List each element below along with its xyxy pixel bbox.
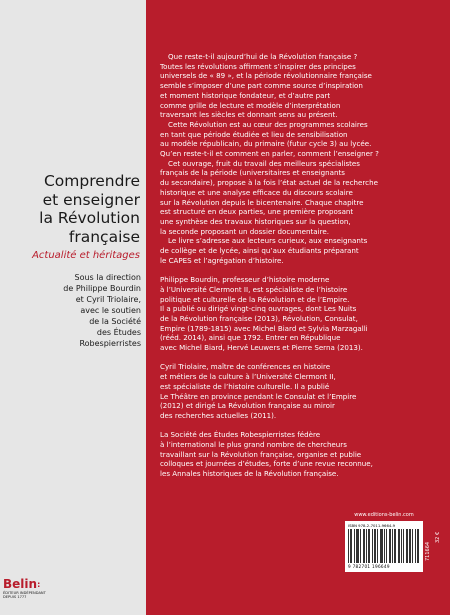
- text-line: et moment historique fondateur, et d’autre part: [160, 90, 331, 100]
- text-line: sur la Révolution depuis le bicentenaire. Chaque chapitre: [160, 197, 364, 207]
- barcode-bar: [350, 529, 351, 563]
- title-line: française: [68, 227, 140, 246]
- text-line: les Annales historiques de la Révolution française.: [160, 469, 339, 479]
- book-title: [4, 172, 140, 246]
- barcode-bar: [395, 529, 396, 563]
- text-line: au modèle républicain, du primaire (futur cycle 3) au lycée.: [160, 139, 372, 149]
- text-line: Il a publié ou dirigé vingt-cinq ouvrages, dont Les Nuits: [160, 304, 357, 314]
- text-line: Cette Révolution est au cœur des programmes scolaires: [168, 119, 368, 129]
- text-line: Cyril Triolaire, maître de conférences en histoire: [160, 362, 331, 372]
- text-line: est structuré en deux parties, une première proposant: [160, 207, 354, 217]
- barcode-bar: [394, 529, 395, 563]
- text-line: est spécialiste de l’histoire culturelle. Il a publié: [160, 381, 330, 391]
- text-line: Toutes les révolutions affirment s’inspirer des principes: [160, 61, 356, 71]
- barcode-bar: [348, 529, 349, 563]
- text-line: politique et culturelle de la Révolution et de l’Empire.: [160, 294, 350, 304]
- text-line: à l’Université Clermont II, est spécialiste de l’histoire: [160, 284, 348, 294]
- barcode-number: 9 782701 196649: [348, 564, 390, 569]
- text-line: historique et une analyse efficace du discours scolaire: [160, 187, 353, 197]
- barcode-bar: [372, 529, 373, 563]
- text-line: Le Théâtre en province pendant le Consulat et l’Empire: [160, 391, 357, 401]
- product-code-text: 711664: [425, 541, 431, 561]
- barcode-bar: [381, 529, 382, 563]
- text-line: (rééd. 2014), ainsi que 1792. Entrer en République: [160, 333, 341, 343]
- price: [435, 521, 445, 572]
- text-line: français de la période (universitaires et enseignants: [160, 168, 345, 178]
- barcode-bar: [351, 529, 352, 563]
- barcode-bar: [407, 529, 408, 563]
- price-text: 32 €: [435, 531, 441, 543]
- credit-line: de Philippe Bourdin: [63, 284, 141, 293]
- credit-line: Sous la direction: [74, 273, 141, 282]
- barcode-bar: [366, 529, 367, 563]
- text-line: avec Michel Biard, Hervé Leuwers et Pierre Serna (2013).: [160, 343, 363, 353]
- publisher-tagline: DEPUIS 1777: [3, 595, 27, 600]
- publisher-logo: [3, 577, 46, 600]
- text-line: comme grille de lecture et modèle d’interprétation: [160, 100, 341, 110]
- barcode-bar: [360, 529, 361, 563]
- publisher-mark: :: [37, 580, 41, 589]
- barcode-bar: [363, 529, 364, 563]
- title-line: Comprendre: [43, 172, 140, 190]
- barcode-bar: [389, 529, 390, 563]
- paragraph-gap: [160, 421, 400, 431]
- text-line: Philippe Bourdin, professeur d’histoire moderne: [160, 275, 330, 285]
- barcode-bar: [418, 529, 419, 563]
- text-line: en tant que période étudiée et lieu de sensibilisation: [160, 129, 348, 139]
- credit-line: Robespierristes: [79, 339, 141, 348]
- barcode-bar: [377, 529, 378, 563]
- barcode-bar: [380, 529, 381, 563]
- text-line: de la Révolution française (2013), Révolution, Consulat,: [160, 313, 358, 323]
- barcode-bar: [368, 529, 369, 563]
- barcode-bar: [354, 529, 355, 563]
- text-line: de collège et de lycée, ainsi qu’aux étudiants préparant: [160, 246, 359, 256]
- barcode-bar: [374, 529, 375, 563]
- text-line: Empire (1789-1815) avec Michel Biard et Sylvia Marzagalli: [160, 323, 368, 333]
- text-line: La Société des Études Robespierristes fédère: [160, 430, 321, 440]
- text-line: du secondaire), propose à la fois l’état actuel de la recherche: [160, 178, 378, 188]
- text-line: une synthèse des travaux historiques sur la question,: [160, 216, 351, 226]
- barcode-bar: [415, 529, 416, 563]
- barcode-bar: [398, 529, 399, 563]
- text-line: Cet ouvrage, fruit du travail des meilleurs spécialistes: [168, 158, 360, 168]
- text-line: colloques et journées d’études, forte d’une revue reconnue,: [160, 459, 373, 469]
- credit-line: des Études: [96, 328, 141, 337]
- publisher-website: www.editions-belin.com: [354, 512, 414, 518]
- text-line: et métiers de la culture à l’Université Clermont II,: [160, 372, 336, 382]
- barcode-bar: [375, 529, 376, 563]
- book-subtitle: Actualité et héritages: [32, 250, 140, 261]
- text-line: travaillant sur la Révolution française, organise et publie: [160, 449, 362, 459]
- barcode-bar: [412, 529, 413, 563]
- barcode-bar: [401, 529, 402, 563]
- text-line: semble s’imposer d’une part comme source d’inspiration: [160, 81, 363, 91]
- barcode-bar: [406, 529, 407, 563]
- left-panel: [0, 0, 146, 615]
- text-line: (2012) et dirigé La Révolution française au miroir: [160, 401, 335, 411]
- barcode-bar: [386, 529, 387, 563]
- barcode-bar: [382, 529, 383, 563]
- barcode-bar: [403, 529, 404, 563]
- text-line: traversant les siècles et donnant sens au présent.: [160, 110, 338, 120]
- product-code: [424, 521, 434, 572]
- paragraph-gap: [160, 353, 400, 363]
- paragraph-gap: [160, 265, 400, 275]
- text-line: Que reste-t-il aujourd’hui de la Révolution française ?: [168, 52, 358, 61]
- text-line: Le livre s’adresse aux lecteurs curieux, aux enseignants: [168, 236, 368, 246]
- credit-line: de la Société: [89, 317, 141, 326]
- credit-line: avec le soutien: [80, 306, 141, 315]
- barcode-bar: [392, 529, 393, 563]
- text-line: à l’international le plus grand nombre de chercheurs: [160, 440, 347, 450]
- barcode-bar: [417, 529, 418, 563]
- publisher-name: Belin: [3, 577, 38, 591]
- barcode-bar: [390, 529, 391, 563]
- barcode-bar: [369, 529, 370, 563]
- text-line: la seconde proposant un dossier documentaire.: [160, 226, 329, 236]
- barcode-bar: [410, 529, 411, 563]
- barcode-bar: [384, 529, 385, 563]
- publisher-tagline: ÉDITEUR INDÉPENDANT: [3, 591, 46, 595]
- text-line: le CAPES et l’agrégation d’histoire.: [160, 255, 284, 265]
- credit-line: et Cyril Triolaire,: [75, 295, 141, 304]
- editors-credit: [4, 272, 141, 349]
- title-line: la Révolution: [39, 209, 140, 227]
- barcode-bar: [358, 529, 359, 563]
- barcode-bar: [364, 529, 365, 563]
- text-line: Qu’en reste-t-il et comment en parler, comment l’enseigner ?: [160, 149, 379, 159]
- text-line: universels de « 89 », et la période révolutionnaire française: [160, 71, 372, 81]
- back-cover-text: [160, 52, 400, 479]
- barcode-area: [345, 521, 423, 572]
- barcode-bar: [409, 529, 410, 563]
- title-line: et enseigner: [42, 190, 140, 209]
- barcode-icon: [348, 529, 420, 563]
- barcode-bar: [357, 529, 358, 563]
- barcode-bar: [399, 529, 400, 563]
- isbn: ISBN 978-2-7011-9664-9: [348, 523, 396, 528]
- barcode-bar: [356, 529, 357, 563]
- text-line: des recherches actuelles (2011).: [160, 410, 277, 420]
